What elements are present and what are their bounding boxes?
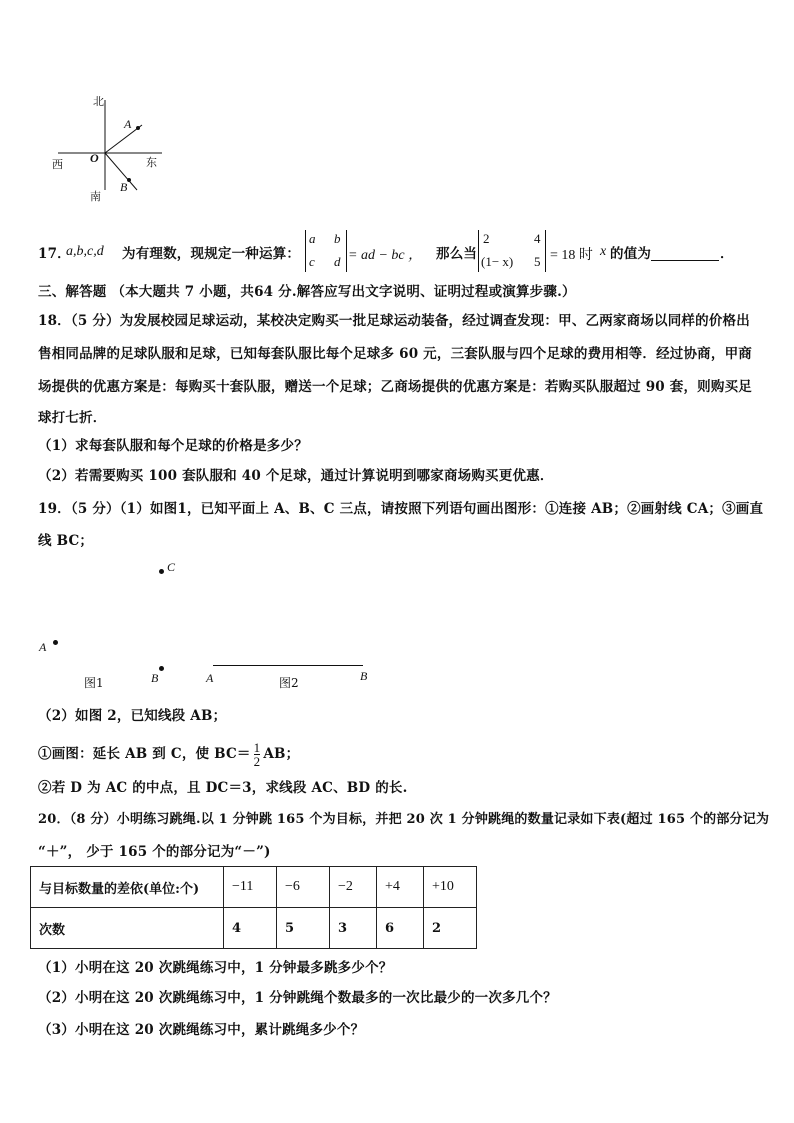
- q17-number: 17．: [38, 246, 71, 262]
- q20-sub-2: （2）小明在这 20 次跳绳练习中，1 分钟跳绳个数最多的一次比最少的一次多几个？: [38, 990, 557, 1006]
- det2-b: 4: [534, 231, 541, 246]
- q17-x: x: [600, 244, 607, 259]
- compass-west-label: 西: [52, 158, 63, 171]
- q17-rule: = ad − bc ，: [348, 248, 423, 263]
- q17-answer-blank[interactable]: [651, 260, 719, 261]
- table-row: [31, 908, 477, 949]
- fig2-label-a: A: [206, 671, 214, 685]
- table-row-header: 与目标数量的差依(单位:个): [31, 867, 224, 908]
- fig2-segment-ab: [213, 665, 363, 666]
- fig1-label-a: A: [39, 640, 47, 654]
- table-cell: +4: [377, 867, 424, 908]
- det1-b: b: [334, 231, 341, 246]
- table-cell: +10: [424, 867, 477, 908]
- table-cell: −11: [224, 867, 277, 908]
- det2-a: 2: [483, 231, 490, 246]
- table-cell: 4: [224, 908, 277, 949]
- table-cell: 2: [424, 908, 477, 949]
- det1-c: c: [309, 254, 315, 269]
- compass-north-label: 北: [93, 95, 104, 108]
- fig1-point-a: [53, 640, 58, 645]
- q17-intro: 为有理数，现规定一种运算：: [122, 246, 301, 262]
- fig2-caption: 图2: [279, 676, 299, 690]
- compass-south-label: 南: [90, 190, 101, 203]
- q19-line-2: 线 BC；: [38, 533, 94, 549]
- table-row: [31, 867, 477, 908]
- fig1-label-c: C: [167, 560, 176, 574]
- q17-equals: = 18 时: [550, 248, 593, 263]
- fig2-label-b: B: [360, 669, 368, 683]
- q18-line-3: 场提供的优惠方案是：每购买十套队服，赠送一个足球；乙商场提供的优惠方案是：若购买队服超过 90 套，则购买足: [38, 379, 752, 395]
- section-3-heading: 三、解答题 （本大题共 7 小题，共64 分.解答应写出文字说明、证明过程或演算步骤.）: [38, 284, 576, 300]
- compass-point-a-label: A: [124, 117, 132, 131]
- compass-point-b-label: B: [120, 180, 128, 194]
- q19-sub-2: （2）如图 2，已知线段 AB；: [38, 708, 227, 724]
- fraction-numerator: 1: [253, 739, 261, 755]
- q18-sub-1: （1）求每套队服和每个足球的价格是多少？: [38, 438, 308, 454]
- fig1-label-b: B: [151, 671, 159, 685]
- q19-line-1: 19．（5 分）（1）如图1，已知平面上 A、B、C 三点，请按照下列语句画出图形：①连接 AB；②画射线 CA；③画直: [38, 501, 764, 517]
- q19-item-1-tail: AB；: [263, 746, 300, 762]
- table-cell: 3: [330, 908, 377, 949]
- fraction-denominator: 2: [253, 753, 261, 769]
- q19-item-1: [38, 736, 299, 772]
- fig1-point-c: [159, 569, 164, 574]
- table-cell: −2: [330, 867, 377, 908]
- fig1-caption: 图1: [84, 676, 104, 690]
- q18-line-4: 球打七折．: [38, 410, 107, 426]
- q17-end: ．: [720, 246, 734, 262]
- q20-line-2: “＋”， 少于 165 个的部分记为“－”): [38, 844, 271, 860]
- q20-data-table: [30, 866, 477, 949]
- det2-d: 5: [534, 254, 541, 269]
- table-cell: 5: [277, 908, 330, 949]
- compass-east-label: 东: [146, 156, 157, 169]
- det1-d: d: [334, 254, 341, 269]
- q19-item-2: ②若 D 为 AC 的中点，且 DC＝3，求线段 AC、BD 的长.: [38, 780, 408, 796]
- fig1-point-b: [159, 666, 164, 671]
- table-cell: 6: [377, 908, 424, 949]
- q20-line-1: 20．（8 分）小明练习跳绳.以 1 分钟跳 165 个为目标，并把 20 次 1 分钟跳绳的数量记录如下表(超过 165 个的部分记为: [38, 812, 770, 827]
- fraction-one-half: [254, 741, 261, 768]
- q18-sub-2: （2）若需要购买 100 套队服和 40 个足球，通过计算说明到哪家商场购买更优惠．: [38, 468, 554, 484]
- q20-sub-1: （1）小明在这 20 次跳绳练习中，1 分钟最多跳多少个？: [38, 960, 393, 976]
- q17-vars: a,b,c,d: [66, 244, 104, 259]
- det1-a: a: [309, 231, 316, 246]
- q18-line-1: 18．（5 分）为发展校园足球运动，某校决定购买一批足球运动装备，经过调查发现：甲、乙两家商场以同样的价格出: [38, 313, 750, 329]
- q17-tail: 的值为: [610, 246, 652, 262]
- q18-line-2: 售相同品牌的足球队服和足球，已知每套队服比每个足球多 60 元，三套队服与四个足球的费用相等．经过协商，甲商: [38, 346, 752, 362]
- compass-origin-label: O: [90, 151, 99, 165]
- table-cell: −6: [277, 867, 330, 908]
- q17-when: 那么当: [436, 246, 478, 262]
- q19-item-1-text: ①画图：延长 AB 到 C，使 BC＝: [38, 746, 251, 762]
- q20-sub-3: （3）小明在这 20 次跳绳练习中，累计跳绳多少个？: [38, 1022, 365, 1038]
- compass-diagram: [50, 92, 170, 202]
- det2-c: (1− x): [481, 254, 514, 269]
- table-row-header: 次数: [31, 908, 224, 949]
